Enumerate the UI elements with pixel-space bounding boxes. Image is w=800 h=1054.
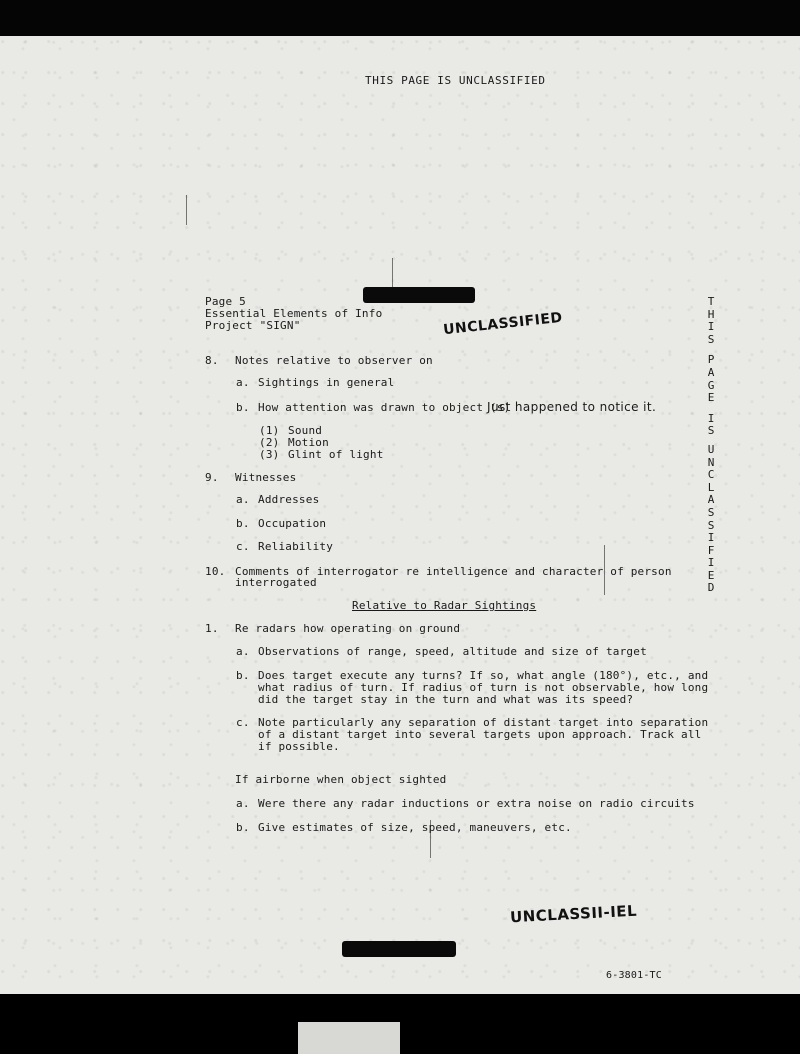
sub-item-letter: b.	[236, 669, 250, 682]
scan-streak	[186, 195, 187, 225]
sub-item-letter: b.	[236, 821, 250, 834]
sub-item-text: did the target stay in the turn and what was its speed?	[258, 693, 634, 706]
side-letter: E	[707, 391, 715, 405]
paper-scrap	[298, 1022, 400, 1054]
sub-item-text: How attention was drawn to object (s)	[258, 401, 511, 414]
side-letter: N	[707, 455, 715, 469]
item-number: 10.	[205, 565, 226, 578]
sub-item-text: Observations of range, speed, altitude and size of target	[258, 645, 647, 658]
unclassified-stamp: UNCLASSIFIED	[442, 309, 564, 339]
side-letter: L	[707, 480, 715, 494]
page-number: Page 5	[205, 295, 246, 308]
sub-item-letter: c.	[236, 540, 250, 553]
item-text: interrogated	[235, 576, 317, 589]
sub-item-text: Addresses	[258, 493, 320, 506]
unclassified-stamp-bottom: UNCLASSII-IEL	[509, 901, 638, 927]
sub-item-text: Occupation	[258, 517, 327, 530]
side-letter: H	[707, 307, 715, 321]
sub-item-text: Note particularly any separation of distant target into separation	[258, 716, 709, 729]
sub-item-letter: b.	[236, 401, 250, 414]
side-letter: S	[707, 505, 715, 519]
document-page	[0, 36, 800, 994]
sub-item-text: of a distant target into several targets upon approach. Track all	[258, 728, 702, 741]
doc-project: Project "SIGN"	[205, 319, 301, 332]
side-letter: I	[707, 320, 715, 334]
list-number: (1)	[259, 424, 280, 437]
side-letter: I	[707, 531, 715, 545]
item-text: Notes relative to observer on	[235, 354, 433, 367]
side-letter: U	[707, 442, 715, 456]
list-text: Glint of light	[288, 448, 384, 461]
list-number: (2)	[259, 436, 280, 449]
doc-subject: Essential Elements of Info	[205, 307, 383, 320]
list-number: (3)	[259, 448, 280, 461]
item-number: 9.	[205, 471, 219, 484]
airborne-heading: If airborne when object sighted	[235, 773, 447, 786]
side-letter: A	[707, 493, 715, 507]
side-letter: A	[707, 365, 715, 379]
document-code: 6-3801-TC	[606, 970, 662, 981]
side-letter: T	[707, 295, 715, 308]
sub-item-letter: b.	[236, 517, 250, 530]
side-letter: S	[707, 518, 715, 532]
side-letter: I	[707, 556, 715, 570]
sub-item-letter: a.	[236, 797, 250, 810]
top-black-band	[0, 0, 800, 36]
side-letter: P	[707, 353, 715, 367]
item-text: Witnesses	[235, 471, 297, 484]
sub-item-text: Reliability	[258, 540, 334, 553]
side-letter: S	[707, 332, 715, 346]
sub-item-text: Does target execute any turns? If so, what angle (180°), etc., and	[258, 669, 709, 682]
redaction-bar-top	[363, 287, 475, 303]
item-text: Re radars how operating on ground	[235, 622, 461, 635]
section-heading: Relative to Radar Sightings	[352, 599, 537, 612]
vertical-unclassified-label	[704, 296, 718, 595]
item-number: 1.	[205, 622, 219, 635]
sub-item-letter: a.	[236, 376, 250, 389]
side-letter: I	[707, 411, 715, 425]
sub-item-text: Give estimates of size, speed, maneuvers, etc.	[258, 821, 572, 834]
redaction-bar-bottom	[342, 941, 456, 957]
side-letter: D	[707, 581, 715, 595]
sub-item-text: what radius of turn. If radius of turn is not observable, how long	[258, 681, 709, 694]
handwritten-answer: Just happened to notice it.	[487, 400, 657, 414]
sub-item-letter: a.	[236, 493, 250, 506]
side-letter: C	[707, 468, 715, 482]
item-number: 8.	[205, 354, 219, 367]
sub-item-text: Sightings in general	[258, 376, 395, 389]
item-text: Comments of interrogator re intelligence and character of person	[235, 565, 672, 578]
bottom-black-band	[0, 994, 800, 1054]
sub-item-text: if possible.	[258, 740, 340, 753]
side-letter: F	[707, 543, 715, 557]
list-text: Motion	[288, 436, 329, 449]
list-text: Sound	[288, 424, 323, 437]
side-letter: E	[707, 568, 715, 582]
sub-item-letter: c.	[236, 716, 250, 729]
side-letter: S	[707, 424, 715, 438]
side-letter: G	[707, 378, 715, 392]
sub-item-text: Were there any radar inductions or extra noise on radio circuits	[258, 797, 695, 810]
sub-item-letter: a.	[236, 645, 250, 658]
unclassified-header: THIS PAGE IS UNCLASSIFIED	[365, 74, 546, 87]
